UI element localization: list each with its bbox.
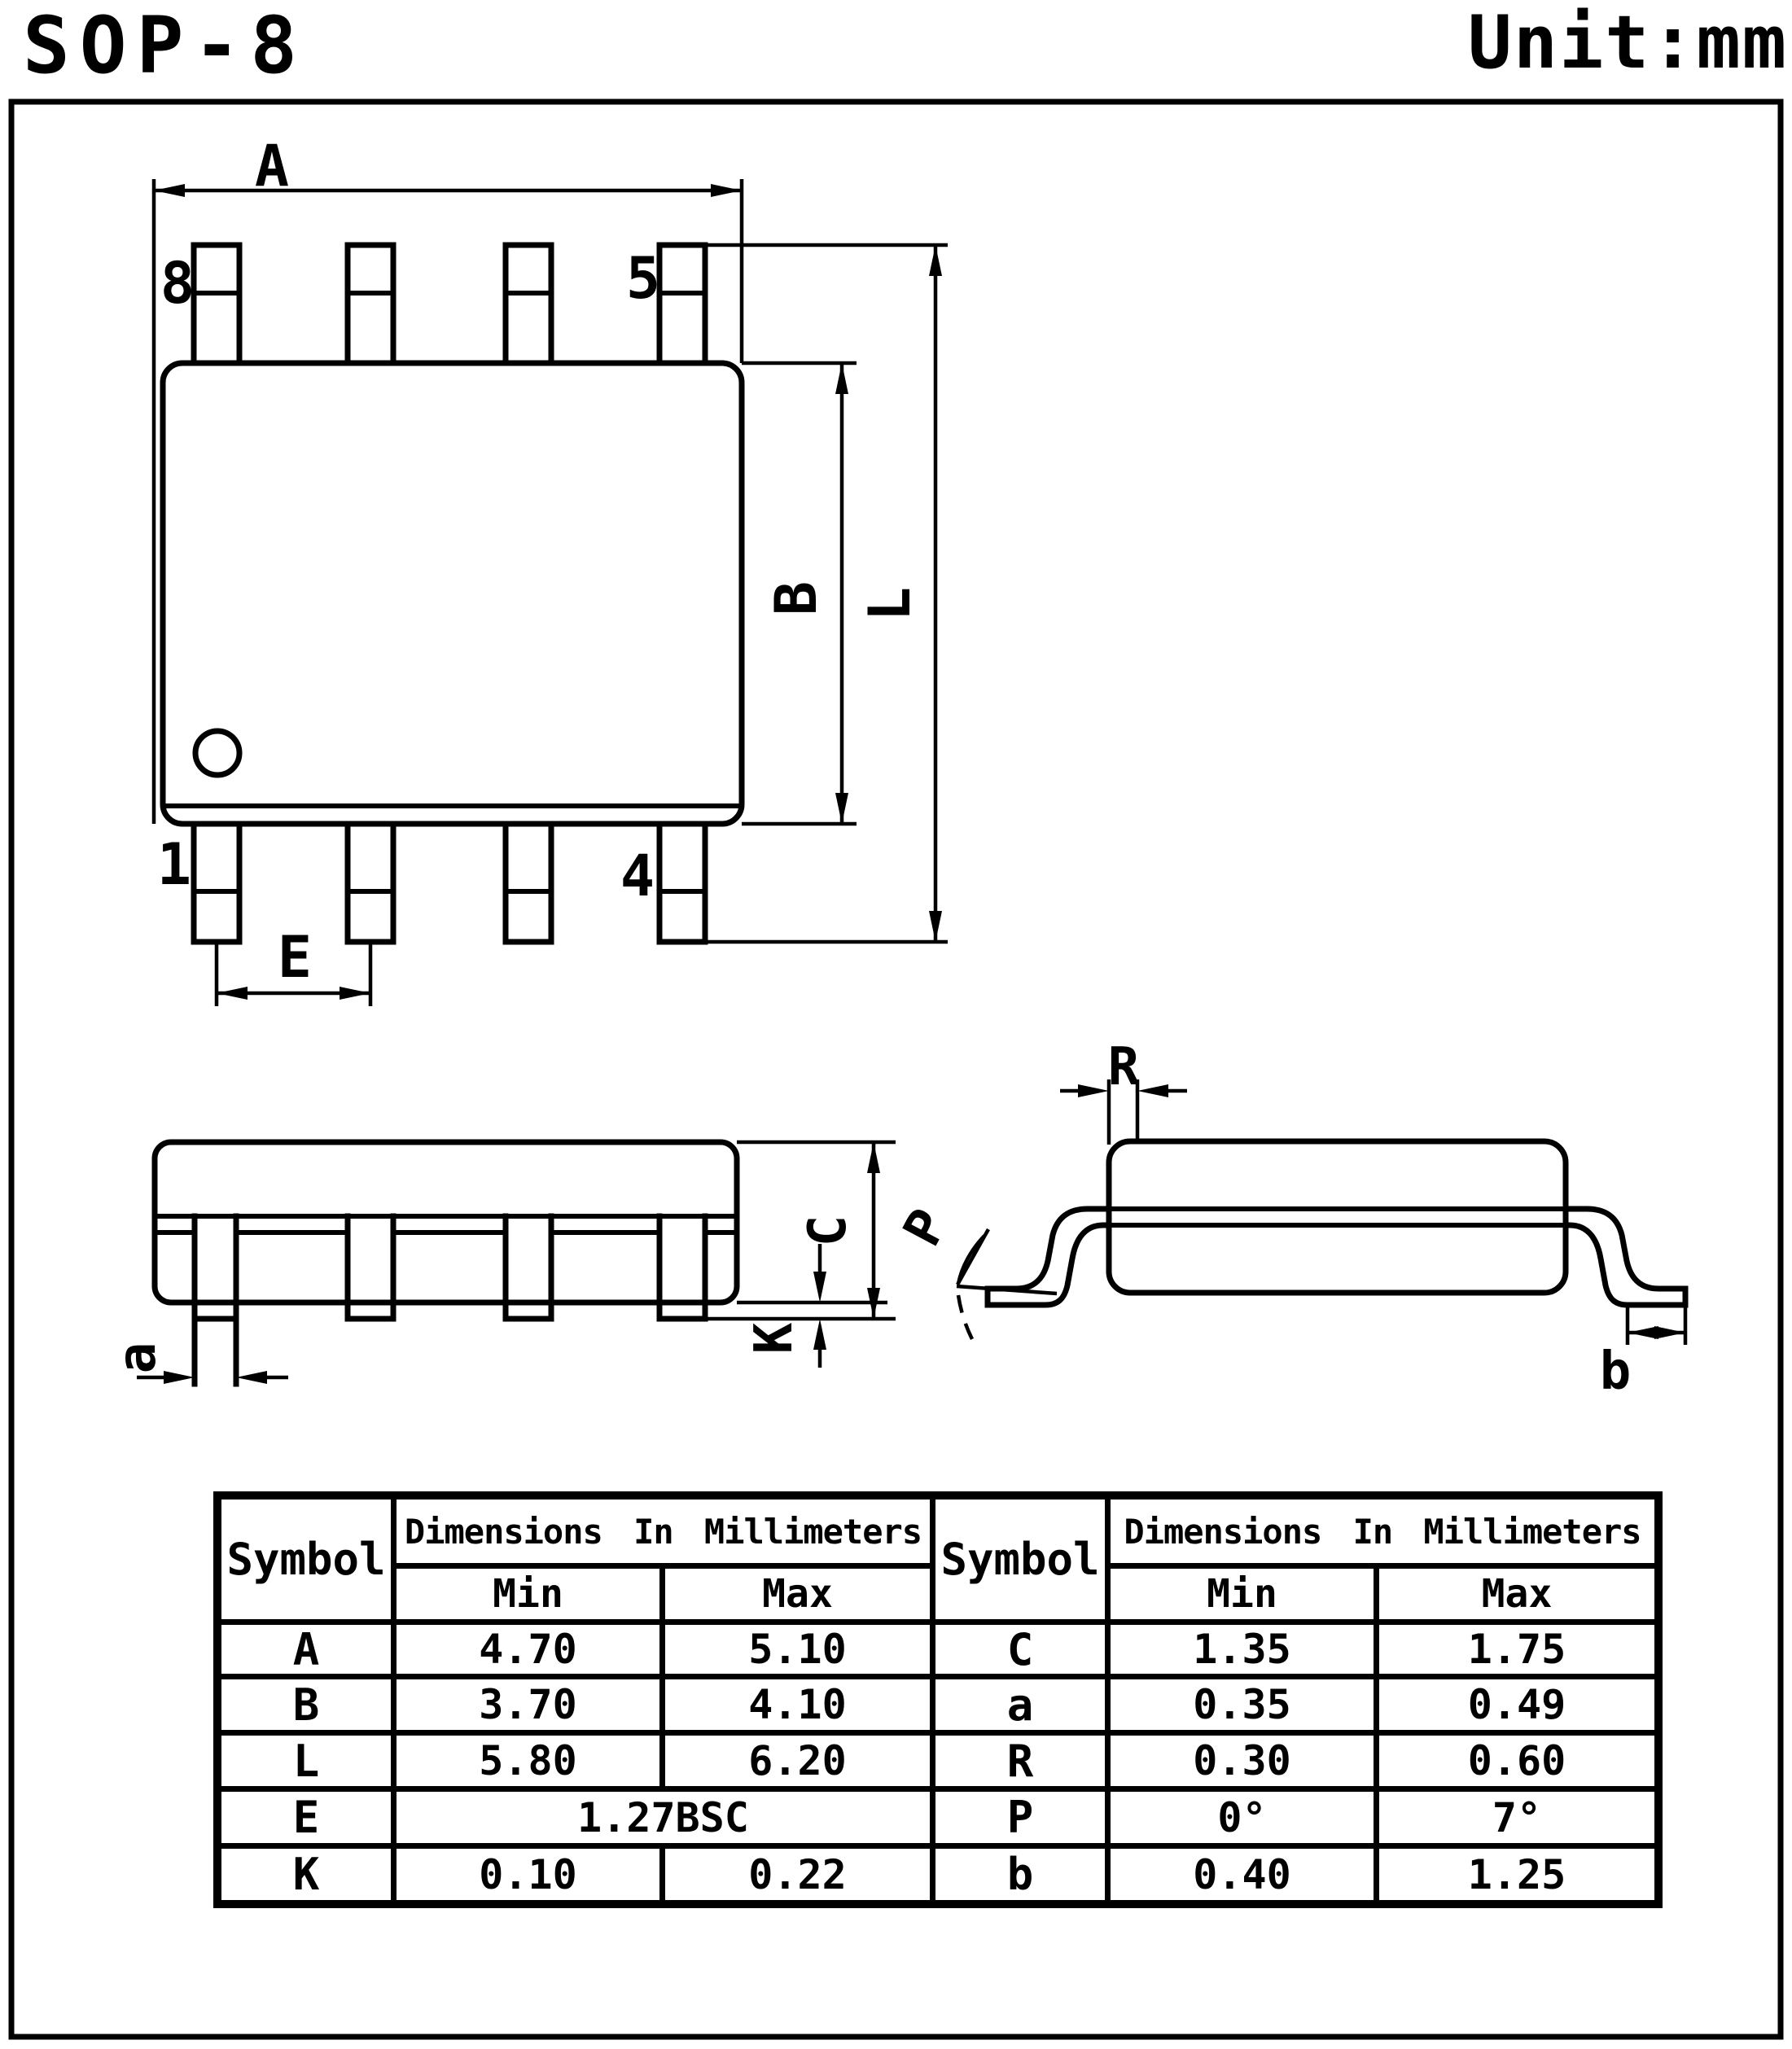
top-view [154, 133, 948, 1006]
table-cell-symbol: L [221, 1736, 391, 1786]
pin-number-1: 1 [156, 831, 192, 898]
table-cell-symbol: B [221, 1679, 391, 1730]
table-cell-max: 6.20 [665, 1736, 930, 1786]
table-cell-merged-value: 1.27BSC [397, 1792, 930, 1843]
table-cell-max: 5.10 [665, 1625, 930, 1674]
table-cell-min: 0° [1111, 1792, 1374, 1843]
right-lead [1566, 1209, 1685, 1305]
left-min-header: Min [397, 1569, 659, 1619]
table-cell-min: 4.70 [397, 1625, 659, 1674]
table-cell-max: 1.25 [1379, 1849, 1654, 1900]
table-cell-min: 0.30 [1111, 1736, 1374, 1786]
dim-label-E: E [277, 924, 313, 991]
package-body-side-view [1109, 1141, 1566, 1293]
dimension-A [154, 133, 742, 824]
table-cell-max: 4.10 [665, 1679, 930, 1730]
package-body-front-view [155, 1142, 737, 1303]
table-cell-symbol: K [221, 1849, 391, 1900]
dimension-b [1600, 1292, 1685, 1402]
table-cell-min: 0.40 [1111, 1849, 1374, 1900]
dim-label-B: B [763, 580, 830, 616]
table-cell-max: 0.22 [665, 1849, 930, 1900]
package-body-top-view [163, 363, 742, 824]
dim-label-R: R [1107, 1037, 1140, 1097]
table-cell-symbol: A [221, 1625, 391, 1674]
pin1-indicator-dot [195, 731, 239, 775]
table-cell-symbol: R [935, 1736, 1105, 1786]
pin-number-8: 8 [160, 250, 195, 317]
table-cell-max: 0.49 [1379, 1679, 1654, 1730]
table-cell-min: 3.70 [397, 1679, 659, 1730]
table-cell-max: 1.75 [1379, 1625, 1654, 1674]
left-max-header: Max [665, 1569, 930, 1619]
table-cell-symbol: C [935, 1625, 1105, 1674]
right-max-header: Max [1379, 1569, 1654, 1619]
table-cell-max: 0.60 [1379, 1736, 1654, 1786]
left-dimensions-header: Dimensions In Millimeters [397, 1500, 930, 1563]
table-cell-min: 0.10 [397, 1849, 659, 1900]
table-cell-symbol: P [935, 1792, 1105, 1843]
pin-number-4: 4 [620, 843, 655, 909]
left-symbol-header: Symbol [221, 1500, 391, 1619]
dim-label-L: L [857, 586, 923, 622]
dim-label-b: b [1599, 1342, 1632, 1402]
pin-number-5: 5 [625, 245, 661, 312]
table-cell-symbol: b [935, 1849, 1105, 1900]
page-title: SOP-8 [23, 0, 307, 91]
right-min-header: Min [1111, 1569, 1374, 1619]
dimension-table [213, 1491, 1663, 1908]
dim-label-K: K [744, 1322, 804, 1355]
table-cell-symbol: a [935, 1679, 1105, 1730]
dim-label-a: a [107, 1342, 168, 1374]
table-cell-min: 5.80 [397, 1736, 659, 1786]
right-dimensions-header: Dimensions In Millimeters [1111, 1500, 1654, 1563]
dim-label-A: A [254, 133, 290, 199]
dimension-R [1060, 1037, 1187, 1145]
dimension-B [742, 363, 857, 824]
front-view [107, 1142, 896, 1384]
unit-label: Unit:mm [1467, 0, 1788, 85]
dimension-a [107, 1342, 288, 1384]
dim-label-C: C [798, 1215, 858, 1247]
table-cell-max: 7° [1379, 1792, 1654, 1843]
right-symbol-header: Symbol [935, 1500, 1105, 1619]
side-view [892, 1037, 1685, 1402]
dimension-K [744, 1244, 826, 1368]
dim-label-P: P [892, 1199, 961, 1256]
table-cell-min: 0.35 [1111, 1679, 1374, 1730]
table-cell-symbol: E [221, 1792, 391, 1843]
dimension-P [892, 1200, 1057, 1339]
table-cell-min: 1.35 [1111, 1625, 1374, 1674]
